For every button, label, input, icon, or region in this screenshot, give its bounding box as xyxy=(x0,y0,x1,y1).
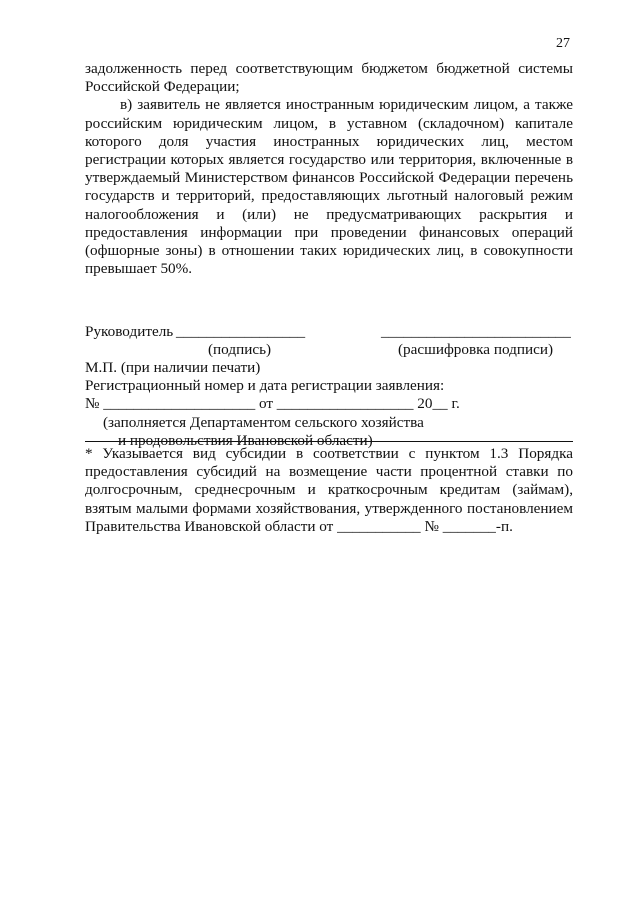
signature-caption-row xyxy=(85,341,573,359)
footnote-separator xyxy=(85,441,573,442)
signature-caption: (подпись) xyxy=(208,341,272,358)
decoding-line: _________________________ xyxy=(381,323,571,340)
signature-row xyxy=(85,323,573,341)
registration-fields: № ____________________ от __________________ 20__ г. xyxy=(85,395,460,413)
fill-note-line2: и продовольствия Ивановской области) xyxy=(118,431,373,449)
head-label: Руководитель xyxy=(85,323,174,340)
paragraph-continuation: задолженность перед соответствующим бюджетом бюджетной системы Российской Федерации; xyxy=(85,60,573,96)
stamp-note: М.П. (при наличии печати) xyxy=(85,359,261,376)
footnote xyxy=(85,445,573,536)
page-number: 27 xyxy=(556,36,570,51)
paragraph-v: в) заявитель не является иностранным юридическим лицом, а также российским юридическим лицом, в уставном (складочном) капитале которого доля участия иностранных юридических лиц, местом регистрации которых является государство или территория, включенные в утверждаемый Министерством финансов Российской Федерации перечень государств и территорий, предоставляющих льготный налоговый режим налогообложения и (или) не предусматривающих раскрытия и предоставления информации при проведении финансовых операций (офшорные зоны) в отношении таких юридических лиц, в совокупности превышает 50%. xyxy=(85,96,573,278)
decoding-caption: (расшифровка подписи) xyxy=(398,341,554,358)
signature-block xyxy=(85,323,573,450)
registration-label: Регистрационный номер и дата регистрации заявления: xyxy=(85,377,445,395)
body-text xyxy=(85,60,573,278)
signature-line: _________________ xyxy=(176,323,306,340)
footnote-text: * Указывается вид субсидии в соответствии с пунктом 1.3 Порядка предоставления субсидий на возмещение части процентной ставки по долгосрочным, среднесрочным и краткосрочным кредитам (займам), взятым малыми формами хозяйствования, утвержденного постановлением Правительства Ивановской области от ___________ № _______-п. xyxy=(85,445,573,535)
fill-note-line1: (заполняется Департаментом сельского хозяйства xyxy=(103,413,424,431)
